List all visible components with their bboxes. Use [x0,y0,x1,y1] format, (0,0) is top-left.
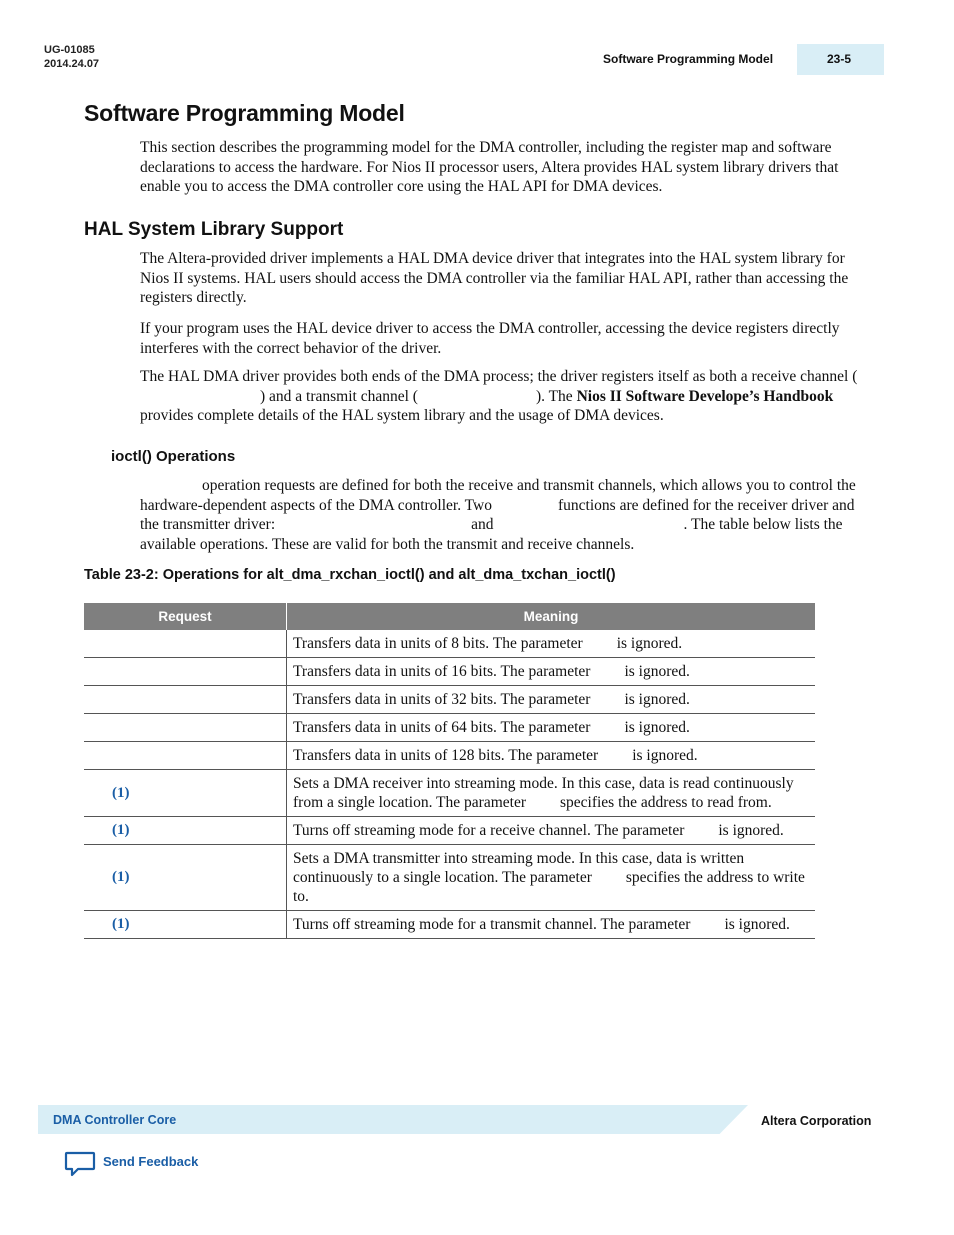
page-number-tab [797,44,884,75]
table-row [84,911,815,939]
column-header-meaning: Meaning [287,603,816,630]
footer-company: Altera Corporation [761,1114,872,1128]
send-feedback-link[interactable]: Send Feedback [103,1154,199,1169]
footnote-link[interactable]: (1) [84,911,287,939]
meaning-cell: Transfers data in units of 16 bits. The parameter is ignored. [287,658,816,686]
hal-paragraph-1: The Altera-provided driver implements a HAL DMA device driver that integrates into the HAL system library for Nios II systems. HAL users should access the DMA controller via the familiar HAL API, rather than accessing the registers directly. [140,250,849,306]
meaning-cell: Transfers data in units of 64 bits. The parameter is ignored. [287,714,816,742]
feedback-icon[interactable] [64,1150,96,1178]
hal-paragraph-2: If your program uses the HAL device driver to access the DMA controller, accessing the device registers directly interferes with the correct behavior of the driver. [140,320,840,357]
table-row [84,686,815,714]
meaning-cell: Transfers data in units of 128 bits. The parameter is ignored. [287,742,816,770]
table-header-row [84,603,815,630]
hal-paragraph-3: The HAL DMA driver provides both ends of the DMA process; the driver registers itself as both a receive channel () and a transmit channel ( ). The Nios II Software Develope’s Handbook provides complete details of the HAL system library and the usage of DMA devices. [140,368,858,424]
doc-number: UG-01085 [44,44,95,56]
table-row [84,817,815,845]
page-number: 23-5 [827,52,852,66]
request-cell [84,714,287,742]
intro-paragraph: This section describes the programming model for the DMA controller, including the register map and software declarations to access the hardware. For Nios II processor users, Altera provides HAL system library drivers that enable you to access the DMA controller core using the HAL API for DMA devices. [140,139,839,195]
column-header-request: Request [84,603,287,630]
table-row [84,630,815,658]
page-title: Software Programming Model [84,100,405,126]
footnote-link[interactable]: (1) [84,845,287,911]
footer-chapter-link[interactable]: DMA Controller Core [53,1113,177,1127]
meaning-cell: Sets a DMA receiver into streaming mode. In this case, data is read continuously from a single location. The parameter specifies the address to read from. [287,770,816,817]
meaning-cell: Turns off streaming mode for a receive channel. The parameter is ignored. [287,817,816,845]
doc-date: 2014.24.07 [44,58,100,70]
meaning-cell: Sets a DMA transmitter into streaming mode. In this case, data is written continuously to a single location. The parameter specifies the address to write to. [287,845,816,911]
footnote-link[interactable]: (1) [84,817,287,845]
request-cell [84,630,287,658]
header-section-title: Software Programming Model [603,52,774,66]
request-cell [84,658,287,686]
table-row [84,845,815,911]
operations-table [84,603,815,939]
footnote-link[interactable]: (1) [84,770,287,817]
meaning-cell: Transfers data in units of 32 bits. The parameter is ignored. [287,686,816,714]
document-id [44,43,99,71]
hal-heading: HAL System Library Support [84,219,344,240]
table-row [84,714,815,742]
table-caption: Table 23-2: Operations for alt_dma_rxchan_ioctl() and alt_dma_txchan_ioctl() [84,567,616,583]
request-cell [84,742,287,770]
ioctl-heading: ioctl() Operations [111,448,236,465]
meaning-cell: Transfers data in units of 8 bits. The parameter is ignored. [287,630,816,658]
ioctl-paragraph: operation requests are defined for both the receive and transmit channels, which allows you to control the hardware-dependent aspects of the DMA controller. Two functions are defined for the receiver driver and the transmitter driver: and . The table below lists the available operations. These are valid for both the transmit and receive channels. [140,477,856,553]
table-row [84,742,815,770]
table-row [84,658,815,686]
meaning-cell: Turns off streaming mode for a transmit channel. The parameter is ignored. [287,911,816,939]
table-row [84,770,815,817]
request-cell [84,686,287,714]
handbook-reference: Nios II Software Develope’s Handbook [576,387,834,405]
